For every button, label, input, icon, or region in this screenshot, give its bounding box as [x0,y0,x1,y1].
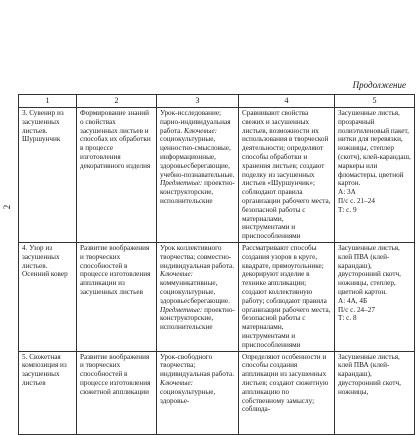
lesson-topic: 4. Узор из засушенных листьев. Осенний ковер [19,242,77,351]
lesson-form: Урок-исследование; парно-индивидуальная работа. [160,109,231,135]
lesson-plan-table [18,94,415,435]
continuation-label: Продолжение [352,80,406,90]
header-cell: 1 [19,95,77,108]
subject-competencies: проектно-конструкторские, исполнительские [160,179,235,205]
lesson-topic: 3. Сувенир из засушенных листьев. Шуршунчик [19,108,77,243]
header-cell: 4 [239,95,335,108]
header-cell: 2 [77,95,157,108]
lesson-topic: 5. Сюжетная композиция из засушенных листьев [19,351,77,434]
lesson-goal: Развитие воображения и творческих способностей в процессе изготовления аппликации из засушенных листьев [77,242,157,351]
lesson-type [157,351,239,434]
lesson-form: Урок-свободного творчества; индивидуальная работа. [160,352,235,379]
student-activities: Сравнивают свойства свежих и засушенных листьев, возможности их использования в творческой деятельности; определяют способы обработки и хранения листьев; создают поделку из засушенных листьев «Шуршунчик»; соблюдают правила организации рабочего места, безопасной работы с материалами, инструментами и приспособлениями [239,108,335,243]
lesson-type [157,108,239,243]
lesson-form: Урок коллективного творчества; совместно-индивидуальная работа. [160,243,235,270]
key-competencies-label: Ключевые: [160,378,194,387]
materials [335,351,415,434]
table-row [19,108,415,243]
lesson-goal: Формирование знаний о свойствах засушенных листьев и способах их обработки в процессе изготовления декоративного изделия [77,108,157,243]
subject-competencies: проектно-конструкторские, исполнительские [160,305,235,332]
lesson-goal: Развитие воображения и творческих способностей в процессе изготовления сюжетной аппликации [77,351,157,434]
materials-list: Засушенные листья, клей ПВА (клей-карандаш), двусторонний скотч, ножницы, степлер, цветной картон. [338,243,401,296]
materials-list: Засушенные листья, прозрачный полиэтиленовый пакет, нитки для перевязки, ножницы, степлер (скотч), клей-карандаш, маркеры или фломастеры, цветной картон. [338,109,411,188]
key-competencies-label: Ключевые: [183,126,218,135]
subject-competencies-label: Предметные: [160,179,203,188]
table-row [19,242,415,351]
materials [335,242,415,351]
key-competencies: социокультурные, ценностно-смысловые, информационные, здоровьесберегающие, учебно-познавательные. [160,135,235,179]
materials-reference: А: 4А, 4Б П/с с. 24–27 Т: с. 8 [338,296,375,323]
page-number: 2 [2,204,12,210]
header-cell: 3 [157,95,239,108]
student-activities: Определяют особенности и способы создания аппликации из засушенных листьев; создают сюжетную аппликацию по собственному замыслу; соблюда- [239,351,335,434]
materials-list: Засушенные листья, клей ПВА (клей-карандаш), двусторонний скотч, ножницы, [338,352,401,396]
key-competencies: социокультурные, здоровье- [160,387,216,405]
student-activities: Рассматривают способы создания узоров в круге, квадрате, прямоугольнике; декорируют изделие в технике аппликации; создают коллективную работу; соблюдают правила организации рабочего места, безопасной работы с материалами, инструментами и приспособлениями [239,242,335,351]
table-header-row [19,95,415,108]
materials-reference: А: 3А П/с с. 21–24 Т: с. 9 [338,188,375,214]
key-competencies: коммуникативные, социокультурные, здоровьесберегающие. [160,279,230,305]
key-competencies-label: Ключевые: [160,270,194,279]
lesson-type [157,242,239,351]
materials [335,108,415,243]
subject-competencies-label: Предметные: [160,305,203,314]
header-cell: 5 [335,95,415,108]
table-row [19,351,415,434]
